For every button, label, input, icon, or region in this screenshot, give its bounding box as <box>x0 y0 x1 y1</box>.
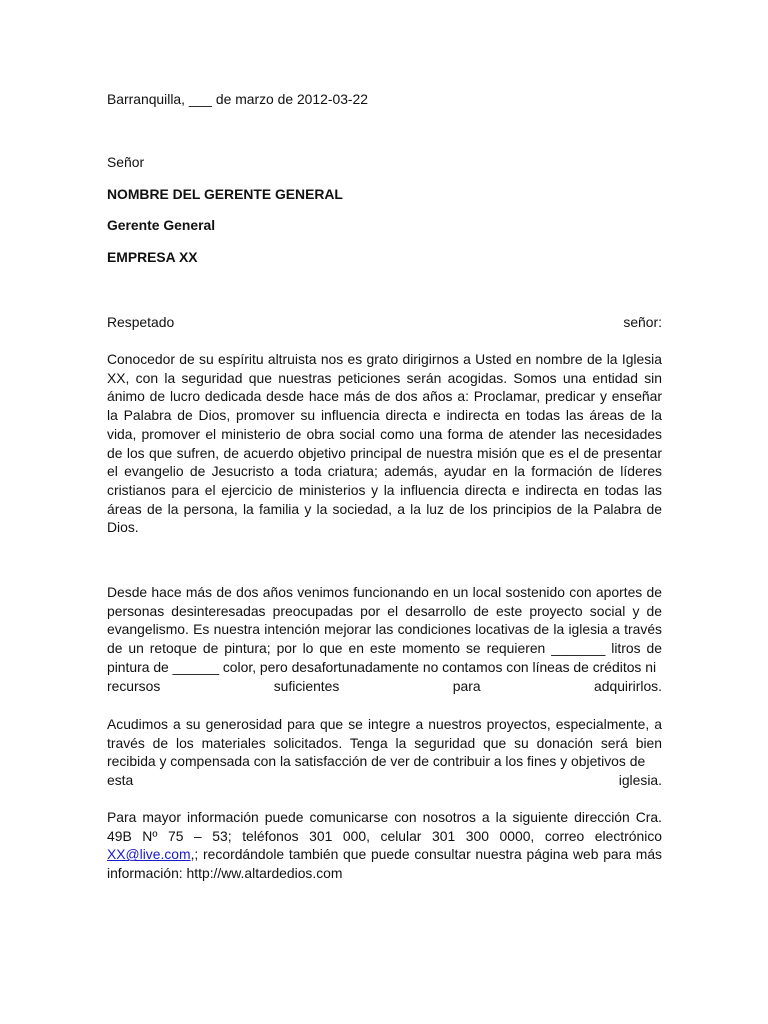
word: esta <box>107 772 134 789</box>
greeting-left: Respetado <box>107 314 175 330</box>
paragraph-contact <box>107 808 662 883</box>
word: adquirirlos. <box>594 677 662 694</box>
paragraph-request <box>107 583 662 695</box>
contact-text-before-email: Para mayor información puede comunicarse con nosotros a la siguiente dirección Cra. 49B Nº 75 – 53; teléfonos 301 000, celular 301 300 0000, correo electrónico <box>107 809 662 844</box>
word: para <box>452 677 481 694</box>
email-link[interactable]: XX@live.com <box>107 846 191 863</box>
recipient-company: EMPRESA XX <box>107 249 198 265</box>
paragraph-request-body: Desde hace más de dos años venimos funcionando en un local sostenido con aportes de personas desinteresadas preocupadas por el desarrollo de este proyecto social y de evangelismo. Es nuestra intención mejorar las condiciones locativas de la iglesia a través de un retoque de pintura; por lo que en este momento se requieren _______ litros de pintura de ______ color, pero desafortunadamente no contamos con líneas de créditos ni <box>107 584 662 675</box>
recipient-name: NOMBRE DEL GERENTE GENERAL <box>107 186 343 202</box>
paragraph-generosity <box>107 715 662 790</box>
greeting-right: señor: <box>623 314 662 330</box>
paragraph-generosity-body: Acudimos a su generosidad para que se integre a nuestros proyectos, especialmente, a través de los materiales solicitados. Tenga la seguridad que su donación será bien recibida y compensada con la satisfacción de ver de contribuir a los fines y objetivos de <box>107 716 662 770</box>
contact-text-after-email: ,; recordándole también que puede consultar nuestra página web para más información: http://ww.altardedios.com <box>107 846 662 882</box>
recipient-role: Gerente General <box>107 217 216 233</box>
word: suficientes <box>273 677 340 694</box>
word: iglesia. <box>618 772 662 789</box>
greeting-line <box>107 313 662 332</box>
paragraph-generosity-last-line <box>107 771 662 790</box>
paragraph-request-last-line <box>107 677 662 696</box>
word: recursos <box>107 677 161 694</box>
date-line: Barranquilla, ___ de marzo de 2012-03-22 <box>107 91 369 107</box>
paragraph-introduction: Conocedor de su espíritu altruista nos es grato dirigirnos a Usted en nombre de la Iglesia XX, con la seguridad que nuestras peticiones serán acogidas. Somos una entidad sin ánimo de lucro dedicada desde hace más de dos años a: Proclamar, predicar y enseñar la Palabra de Dios, promover su influencia directa e indirecta en todas las áreas de la vida, promover el ministerio de obra social como una forma de atender las necesidades de los que sufren, de acuerdo objetivo principal de nuestra misión que es el de presentar el evangelio de Jesucristo a toda criatura; además, ayudar en la formación de líderes cristianos para el ejercicio de ministerios y la influencia directa e indirecta en todas las áreas de la persona, la familia y la sociedad, a la luz de los principios de la Palabra de Dios. <box>107 351 662 536</box>
salutation-title: Señor <box>107 154 145 170</box>
